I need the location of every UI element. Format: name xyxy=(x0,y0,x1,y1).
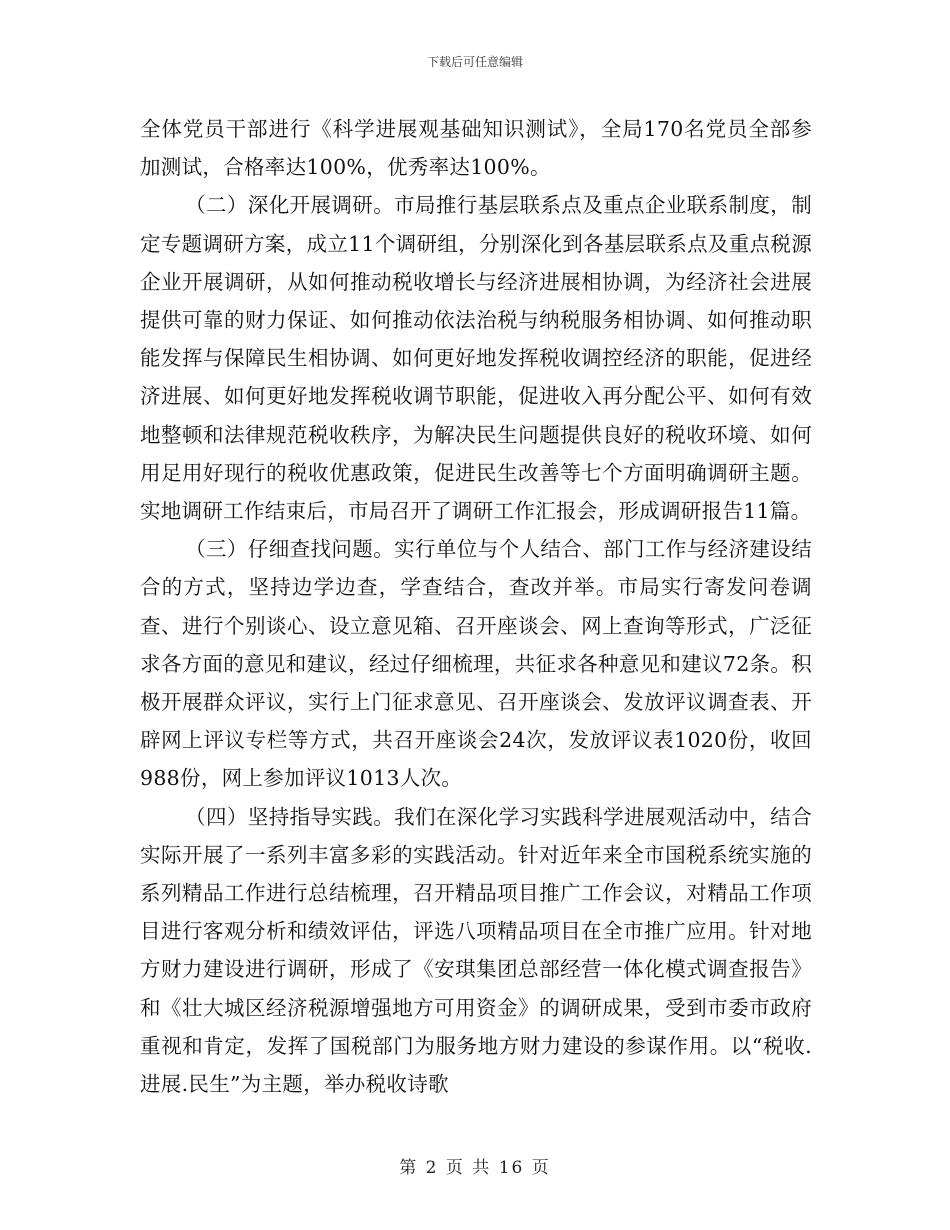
page-footer: 第 2 页 共 16 页 xyxy=(399,1158,551,1178)
paragraph-problems: （三）仔细查找问题。实行单位与个人结合、部门工作与经济建设结合的方式，坚持边学边查，学查结合，查改并举。市局实行寄发问卷调查、进行个别谈心、设立意见箱、召开座谈会、网上查询等形式，广泛征求各方面的意见和建议，经过仔细梳理，共征求各种意见和建议72条。积极开展群众评议，实行上门征求意见、召开座谈会、发放评议调查表、开辟网上评议专栏等方式，共召开座谈会24次，发放评议表1020份，收回988份，网上参加评议1013人次。 xyxy=(140,537,812,791)
paragraph-practice: （四）坚持指导实践。我们在深化学习实践科学进展观活动中，结合实际开展了一系列丰富多彩的实践活动。针对近年来全市国税系统实施的系列精品工作进行总结梳理，召开精品项目推广工作会议，对精品工作项目进行客观分析和绩效评估，评选八项精品项目在全市推广应用。针对地方财力建设进行调研，形成了《安琪集团总部经营一体化模式调查报告》和《壮大城区经济税源增强地方可用资金》的调研成果，受到市委市政府重视和肯定，发挥了国税部门为服务地方财力建设的参谋作用。以“税收.进展.民生”为主题，举办税收诗歌 xyxy=(140,804,812,1097)
paragraph-research: （二）深化开展调研。市局推行基层联系点及重点企业联系制度，制定专题调研方案，成立11个调研组，分别深化到各基层联系点及重点税源企业开展调研，从如何推动税收增长与经济进展相协调，为经济社会进展提供可靠的财力保证、如何推动依法治税与纳税服务相协调、如何推动职能发挥与保障民生相协调、如何更好地发挥税收调控经济的职能，促进经济进展、如何更好地发挥税收调节职能，促进收入再分配公平、如何有效地整顿和法律规范税收秩序，为解决民生问题提供良好的税收环境、如何用足用好现行的税收优惠政策，促进民生改善等七个方面明确调研主题。实地调研工作结束后，市局召开了调研工作汇报会，形成调研报告11篇。 xyxy=(140,193,812,524)
page-header: 下载后可任意编辑 xyxy=(426,55,523,69)
document-body xyxy=(140,110,812,1103)
paragraph-continuation: 全体党员干部进行《科学进展观基础知识测试》，全局170名党员全部参加测试，合格率达100%，优秀率达100%。 xyxy=(140,117,812,180)
